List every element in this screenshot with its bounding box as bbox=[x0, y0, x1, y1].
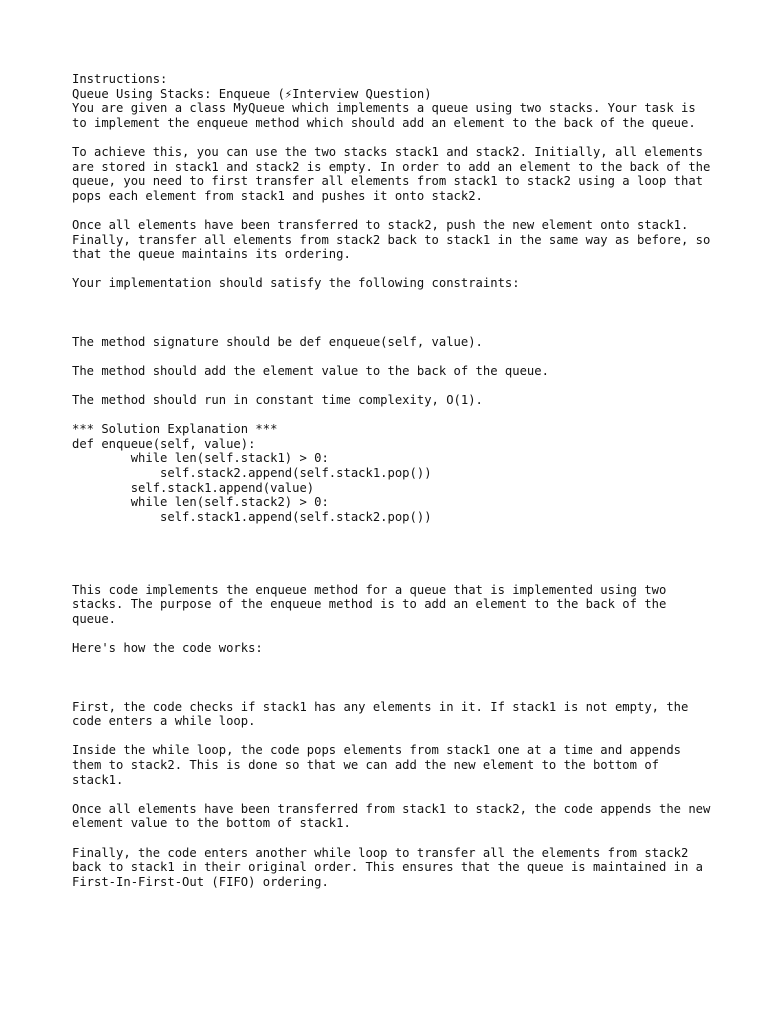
solution-code-block: def enqueue(self, value): while len(self.stack1) > 0: self.stack2.append(self.stack1.pop()) self.stack1.append(value) while len(self.stack2) > 0: self.stack1.append(self.stack2.pop()) bbox=[72, 436, 432, 524]
approach-paragraph: To achieve this, you can use the two stacks stack1 and stack2. Initially, all elements are stored in stack1 and stack2 is empty. In order to add an element to the back of the queue, you need to first transfer all elements from stack1 to stack2 using a loop that pops each element from stack1 and pushes it onto stack2. bbox=[72, 144, 718, 203]
solution-header: *** Solution Explanation *** bbox=[72, 422, 278, 437]
document-title: Queue Using Stacks: Enqueue (⚡Interview Question) bbox=[72, 86, 432, 101]
instructions-label: Instructions: bbox=[72, 72, 168, 86]
step-1-paragraph: First, the code checks if stack1 has any elements in it. If stack1 is not empty, the code enters a while loop. bbox=[72, 699, 696, 729]
explanation-paragraph: This code implements the enqueue method for a queue that is implemented using two stacks. The purpose of the enqueue method is to add an element to the back of the queue. bbox=[72, 582, 674, 626]
document-page bbox=[72, 72, 718, 889]
step-4-paragraph: Finally, the code enters another while loop to transfer all the elements from stack2 back to stack1 in their original order. This ensures that the queue is maintained in a First-In-First-Out (FIFO) ordering. bbox=[72, 845, 711, 889]
step-2-paragraph: Inside the while loop, the code pops elements from stack1 one at a time and appends them to stack2. This is done so that we can add the new element to the bottom of stack1. bbox=[72, 743, 689, 787]
constraints-intro: Your implementation should satisfy the following constraints: bbox=[72, 276, 520, 291]
intro-paragraph: You are given a class MyQueue which implements a queue using two stacks. Your task is to implement the enqueue method which should add an element to the back of the queue. bbox=[72, 101, 704, 130]
constraint-behavior: The method should add the element value to the back of the queue. bbox=[72, 363, 549, 378]
how-it-works-heading: Here's how the code works: bbox=[72, 641, 263, 656]
constraint-complexity: The method should run in constant time complexity, O(1). bbox=[72, 393, 483, 408]
constraint-signature: The method signature should be def enqueue(self, value). bbox=[72, 334, 483, 349]
transfer-paragraph: Once all elements have been transferred to stack2, push the new element onto stack1. Finally, transfer all elements from stack2 back to stack1 in the same way as before, so that the queue maintains its ordering. bbox=[72, 217, 718, 262]
step-3-paragraph: Once all elements have been transferred from stack1 to stack2, the code appends the new element value to the bottom of stack1. bbox=[72, 801, 718, 831]
